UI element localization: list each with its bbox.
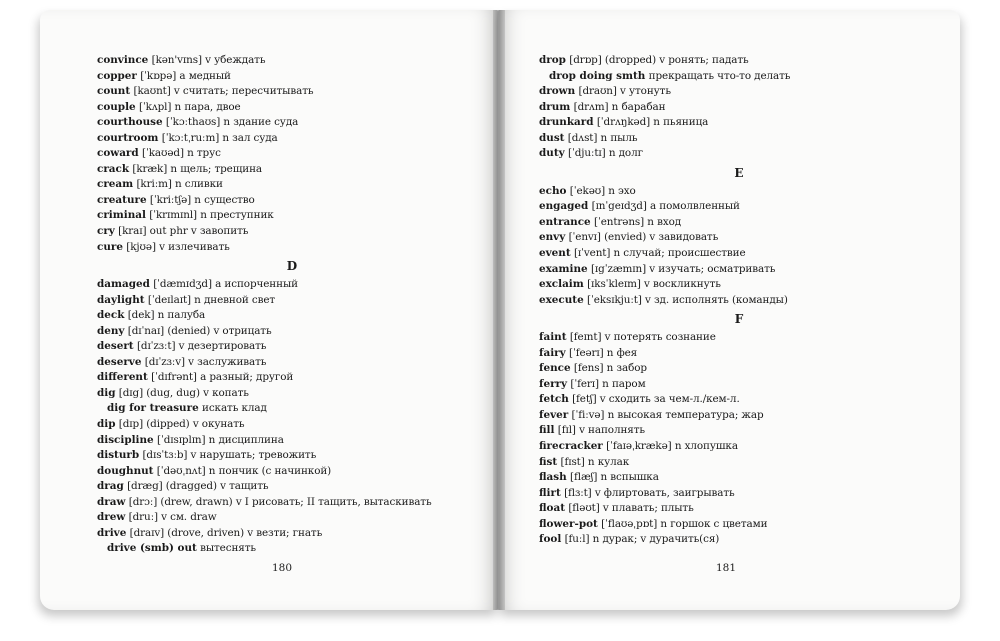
dictionary-entry [97, 526, 487, 542]
headword: fever [539, 408, 569, 421]
entry-definition: [feɪnt] v потерять сознание [569, 331, 716, 344]
entry-definition: [dʌst] n пыль [567, 131, 638, 144]
headword: courthouse [97, 116, 163, 129]
sub-entry [97, 401, 487, 417]
entry-definition: [dɪg] (dug, dug) v копать [118, 386, 249, 399]
dictionary-entry [97, 69, 487, 85]
entry-definition: [kraɪ] out phr v завопить [118, 225, 249, 238]
dictionary-entry [97, 53, 487, 69]
dictionary-entry [97, 224, 487, 240]
headword: drop doing smth [549, 69, 646, 82]
headword: criminal [97, 209, 146, 222]
dictionary-entry [539, 53, 939, 69]
headword: cure [97, 240, 123, 253]
headword: duty [539, 147, 565, 160]
right-page-number: 181 [716, 562, 737, 574]
headword: fetch [539, 393, 569, 406]
entry-definition: [ɪˈvent] n случай; происшествие [573, 247, 746, 260]
headword: dip [97, 418, 116, 431]
entry-definition: [drɔː] (drew, drawn) v I рисовать; II тащить, вытаскивать [128, 495, 432, 508]
dictionary-entry [539, 439, 939, 455]
dictionary-entry [97, 193, 487, 209]
dictionary-entry [539, 246, 939, 262]
entry-definition: [ˈkɒpə] a медный [140, 69, 231, 82]
entry-definition: [kaʊnt] v считать; пересчитывать [133, 85, 314, 98]
dictionary-entry [539, 501, 939, 517]
headword: count [97, 85, 131, 98]
entry-definition: [ˈdɪsɪplɪn] n дисциплина [156, 433, 284, 446]
letter-heading: F [734, 312, 744, 327]
dictionary-entry [539, 215, 939, 231]
entry-definition: [ˈkɔːtˌruːm] n зал суда [161, 131, 278, 144]
headword: fool [539, 533, 562, 546]
entry-definition: [ˈfaɪəˌkrækə] n хлопушка [606, 440, 738, 453]
entry-definition: [kən'vɪns] v убеждать [151, 54, 266, 66]
headword: dig [97, 386, 116, 399]
dictionary-entry [97, 277, 487, 293]
dictionary-entry [539, 115, 939, 131]
entry-definition: [ˈkrɪmɪnl] n преступник [149, 209, 274, 222]
entry-definition: [dɪp] (dipped) v окунать [118, 418, 245, 431]
entry-definition: [flɜːt] v флиртовать, заигрывать [564, 486, 735, 499]
dictionary-entry [539, 423, 939, 439]
dictionary-entry [539, 408, 939, 424]
headword: couple [97, 100, 136, 113]
headword: deck [97, 309, 125, 322]
headword: echo [539, 184, 567, 197]
headword: cry [97, 225, 115, 238]
headword: drown [539, 85, 576, 98]
entry-definition: [ˈflaʊəˌpɒt] n горшок с цветами [601, 517, 768, 530]
entry-definition: [ɪksˈkleɪm] v воскликнуть [587, 278, 721, 291]
headword: desert [97, 340, 134, 353]
headword: ferry [539, 377, 568, 390]
entry-definition: [ˈenvɪ] (envied) v завидовать [568, 231, 719, 244]
entry-definition: [fens] n забор [573, 362, 647, 375]
entry-definition: [ɪgˈzæmɪn] v изучать; осматривать [590, 262, 776, 275]
entry-definition: искать клад [202, 402, 267, 415]
dictionary-entry [539, 517, 939, 533]
entry-definition: [ˈentrəns] n вход [593, 215, 682, 228]
headword: dig for treasure [107, 402, 199, 415]
dictionary-entry [97, 324, 487, 340]
right-page-entries [539, 53, 939, 548]
dictionary-entry [97, 308, 487, 324]
dictionary-entry [97, 386, 487, 402]
letter-heading: D [286, 259, 298, 274]
entry-definition: [drʌm] n барабан [573, 100, 666, 113]
entry-definition: [ˈfiːvə] n высокая температура; жар [571, 408, 764, 421]
headword: deny [97, 324, 125, 337]
dictionary-entry [97, 208, 487, 224]
entry-definition: [ˈdæmɪdʒd] a испорченный [153, 278, 298, 291]
dictionary-entry [539, 361, 939, 377]
entry-definition: [ˈkʌpl] n пара, двое [138, 100, 241, 113]
entry-definition: [fuːl] n дурак; v дурачить(ся) [564, 533, 720, 546]
dictionary-entry [539, 293, 939, 309]
headword: fill [539, 424, 555, 437]
entry-definition: [drɒp] (dropped) v ронять; падать [569, 54, 749, 66]
dictionary-entry [539, 262, 939, 278]
entry-definition: [kriːm] n сливки [136, 178, 223, 191]
headword: firecracker [539, 440, 603, 453]
dictionary-entry [97, 177, 487, 193]
headword: examine [539, 262, 588, 275]
entry-definition: [draɪv] (drove, driven) v везти; гнать [129, 526, 323, 539]
dictionary-entry [539, 455, 939, 471]
sub-entry [539, 69, 939, 85]
dictionary-entry [539, 277, 939, 293]
entry-definition: [dek] n палуба [127, 309, 206, 322]
entry-definition: [fɪl] v наполнять [557, 424, 645, 437]
entry-definition: [ˈdjuːtɪ] n долг [567, 147, 643, 160]
dictionary-entry [97, 115, 487, 131]
entry-definition: [ˈdrʌŋkəd] n пьяница [596, 116, 709, 129]
headword: flirt [539, 486, 561, 499]
dictionary-entry [97, 510, 487, 526]
dictionary-entry [97, 339, 487, 355]
dictionary-entry [97, 240, 487, 256]
headword: drew [97, 511, 126, 524]
headword: drunkard [539, 116, 594, 129]
headword: dust [539, 131, 565, 144]
dictionary-entry [97, 370, 487, 386]
entry-definition: [ˈfeərɪ] n фея [568, 346, 638, 359]
headword: creature [97, 193, 147, 206]
entry-definition: [fɪst] n кулак [560, 455, 630, 468]
headword: coward [97, 147, 139, 160]
headword: envy [539, 231, 566, 244]
dictionary-entry [539, 470, 939, 486]
dictionary-entry [97, 479, 487, 495]
dictionary-entry [97, 131, 487, 147]
entry-definition: [fetʃ] v сходить за чем-л./кем-л. [572, 393, 740, 406]
headword: draw [97, 495, 126, 508]
dictionary-entry [97, 417, 487, 433]
entry-definition: [ˈdeɪlaɪt] n дневной свет [147, 293, 276, 306]
entry-definition: [fləʊt] v плавать; плыть [568, 502, 694, 515]
headword: event [539, 247, 571, 260]
headword: convince [97, 54, 149, 66]
headword: faint [539, 331, 567, 344]
dictionary-entry [539, 346, 939, 362]
headword: cream [97, 178, 134, 191]
headword: fence [539, 362, 571, 375]
headword: courtroom [97, 131, 159, 144]
headword: drive (smb) out [107, 542, 197, 555]
headword: different [97, 371, 148, 384]
entry-definition: [dɪˈnaɪ] (denied) v отрицать [127, 324, 272, 337]
dictionary-entry [97, 293, 487, 309]
headword: discipline [97, 433, 154, 446]
entry-definition: [dɪsˈtɜːb] v нарушать; тревожить [142, 449, 317, 462]
left-page-entries [97, 53, 487, 557]
headword: drive [97, 526, 127, 539]
headword: disturb [97, 449, 140, 462]
headword: execute [539, 293, 584, 306]
entry-definition: [ˈkɔːthaʊs] n здание суда [165, 116, 299, 129]
entry-definition: [ɪnˈgeɪdʒd] a помолвленный [591, 200, 740, 213]
dictionary-entry [539, 199, 939, 215]
entry-definition: [ˈkaʊəd] n трус [142, 147, 221, 160]
dictionary-entry [539, 330, 939, 346]
headword: damaged [97, 278, 150, 291]
dictionary-entry [539, 146, 939, 162]
entry-definition: [ˈeksɪkjuːt] v зд. исполнять (команды) [587, 293, 788, 306]
headword: fist [539, 455, 558, 468]
headword: exclaim [539, 278, 584, 291]
dictionary-entry [97, 355, 487, 371]
dictionary-entry [539, 377, 939, 393]
headword: fairy [539, 346, 566, 359]
dictionary-entry [97, 100, 487, 116]
entry-definition: [ˈdəʊˌnʌt] n пончик (с начинкой) [156, 464, 332, 477]
entry-definition: [dɪˈzɜːt] v дезертировать [136, 340, 267, 353]
dictionary-entry [539, 184, 939, 200]
entry-definition: [kjʊə] v излечивать [126, 240, 230, 253]
letter-heading: E [734, 165, 744, 180]
dictionary-entry [97, 495, 487, 511]
headword: engaged [539, 200, 589, 213]
dictionary-entry [97, 433, 487, 449]
entry-definition: [ˈekəʊ] n эхо [569, 184, 636, 197]
dictionary-entry [539, 532, 939, 548]
dictionary-entry [539, 392, 939, 408]
headword: drag [97, 480, 124, 493]
entry-definition: [ˈferɪ] n паром [570, 377, 646, 390]
dictionary-entry [539, 84, 939, 100]
entry-definition: [kræk] n щель; трещина [132, 162, 263, 175]
headword: drum [539, 100, 571, 113]
left-page-number: 180 [272, 562, 293, 574]
headword: deserve [97, 355, 142, 368]
entry-definition: [ˈdɪfrənt] a разный; другой [151, 371, 294, 384]
book-spine [493, 10, 505, 610]
headword: flash [539, 471, 567, 484]
headword: flower-pot [539, 517, 598, 530]
headword: doughnut [97, 464, 154, 477]
sub-entry [97, 541, 487, 557]
entry-definition: прекращать что-то делать [648, 69, 791, 82]
entry-definition: [draʊn] v утонуть [578, 85, 671, 98]
dictionary-entry [97, 84, 487, 100]
entry-definition: [dɪˈzɜːv] v заслуживать [144, 355, 267, 368]
headword: drop [539, 54, 566, 66]
entry-definition: [druː] v см. draw [128, 511, 217, 524]
entry-definition: вытеснять [200, 542, 256, 555]
entry-definition: [dræg] (dragged) v тащить [127, 480, 269, 493]
dictionary-entry [539, 100, 939, 116]
headword: entrance [539, 215, 591, 228]
dictionary-entry [97, 162, 487, 178]
dictionary-entry [97, 464, 487, 480]
headword: float [539, 502, 566, 515]
headword: daylight [97, 293, 145, 306]
dictionary-entry [539, 131, 939, 147]
dictionary-entry [97, 448, 487, 464]
dictionary-entry [539, 486, 939, 502]
dictionary-entry [97, 146, 487, 162]
headword: crack [97, 162, 130, 175]
entry-definition: [ˈkriːtʃə] n существо [149, 193, 255, 206]
dictionary-entry [539, 230, 939, 246]
entry-definition: [flæʃ] n вспышка [570, 471, 659, 484]
headword: copper [97, 69, 137, 82]
